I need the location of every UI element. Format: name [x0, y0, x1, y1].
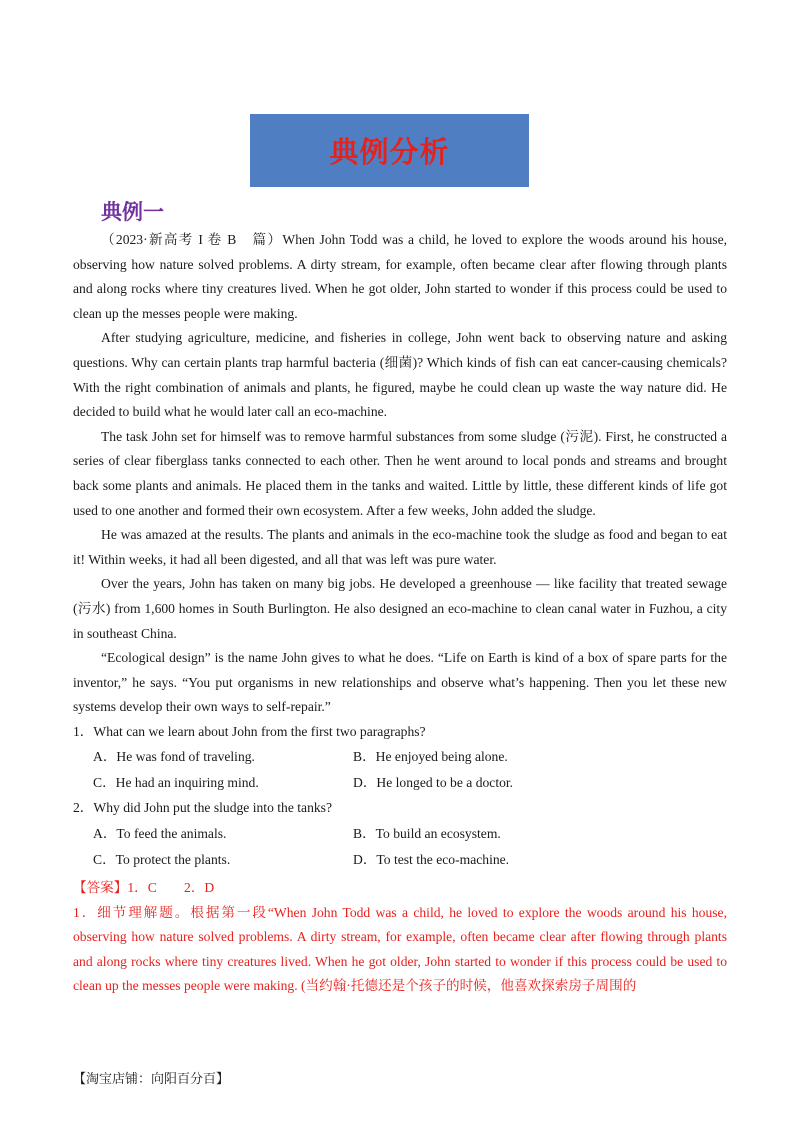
answer-label: 【答案】1．C 2．D	[73, 880, 215, 896]
question-1-option-b: B．He enjoyed being alone.	[353, 749, 508, 765]
question-1-stem: 1．What can we learn about John from the first two paragraphs?	[73, 723, 426, 739]
question-2-option-c: C．To protect the plants.	[93, 852, 231, 868]
question-2-option-b: B．To build an ecosystem.	[353, 826, 501, 842]
passage-paragraph-3: The task John set for himself was to remove harmful substances from some sludge (污泥). First, he constructed a series of clear fiberglass tanks connected to each other. Then he went around to local ponds and streams and brought back some plants and animals. He placed them in the tanks and waited. Little by little, these different kinds of life got used to one another and formed their own ecosystem. After a few weeks, John added the sludge.	[73, 428, 727, 518]
question-2-option-d: D．To test the eco-machine.	[353, 852, 510, 868]
passage-paragraph-6: “Ecological design” is the name John gives to what he does. “Life on Earth is kind of a box of spare parts for the inventor,” he says. “You put organisms in new relationships and observe what’s happening. Then you let these new systems develop their own ways to self-repair.”	[73, 650, 727, 715]
document-body	[73, 228, 727, 1000]
answer-explanation: 1．细节理解题。根据第一段“When John Todd was a child, he loved to explore the woods around his house, observing how nature solved problems. A dirty stream, for example, often became clear after flowing through plants and along rocks where tiny creatures lived. When he got older, John started to wonder if this process could be used to clean up the messes people were making. (当约翰·托德还是个孩子的时候，他喜欢探索房子周围的	[73, 904, 727, 994]
question-2-stem: 2．Why did John put the sludge into the tanks?	[73, 800, 333, 816]
passage-paragraph-5: Over the years, John has taken on many big jobs. He developed a greenhouse — like facility that treated sewage (污水) from 1,600 homes in South Burlington. He also designed an eco-machine to clean canal water in Fuzhou, a city in southeast China.	[73, 576, 727, 641]
passage-paragraph-1: （2023·新高考 I 卷 B 篇）When John Todd was a child, he loved to explore the woods around his house, observing how nature solved problems. A dirty stream, for example, often became clear after flowing through plants and along rocks where tiny creatures lived. When he got older, John started to wonder if this process could be used to clean up the messes people were making.	[73, 232, 727, 321]
question-2-options	[73, 821, 727, 873]
question-2-option-a: A．To feed the animals.	[93, 826, 227, 842]
example-title: 典例一	[101, 200, 164, 224]
passage-paragraph-2: After studying agriculture, medicine, and fisheries in college, John went back to observing nature and asking questions. Why can certain plants trap harmful bacteria (细菌)? Which kinds of fish can eat cancer-causing chemicals? With the right combination of animals and plants, he figured, maybe he could clean up waste the way nature did. He decided to build what he would later call an eco-machine.	[73, 330, 727, 420]
question-1-option-d: D．He longed to be a doctor.	[353, 775, 514, 791]
question-1-options	[73, 744, 727, 796]
passage-paragraph-4: He was amazed at the results. The plants and animals in the eco-machine took the sludge as food and began to eat it! Within weeks, it had all been digested, and all that was left was pure water.	[73, 527, 727, 567]
question-1-option-a: A．He was fond of traveling.	[93, 749, 255, 765]
footer-shop-note: 【淘宝店铺：向阳百分百】	[73, 1072, 230, 1087]
answer-section	[73, 875, 727, 1000]
section-banner	[250, 114, 529, 187]
banner-title: 典例分析	[329, 135, 450, 169]
question-1-option-c: C．He had an inquiring mind.	[93, 775, 259, 791]
